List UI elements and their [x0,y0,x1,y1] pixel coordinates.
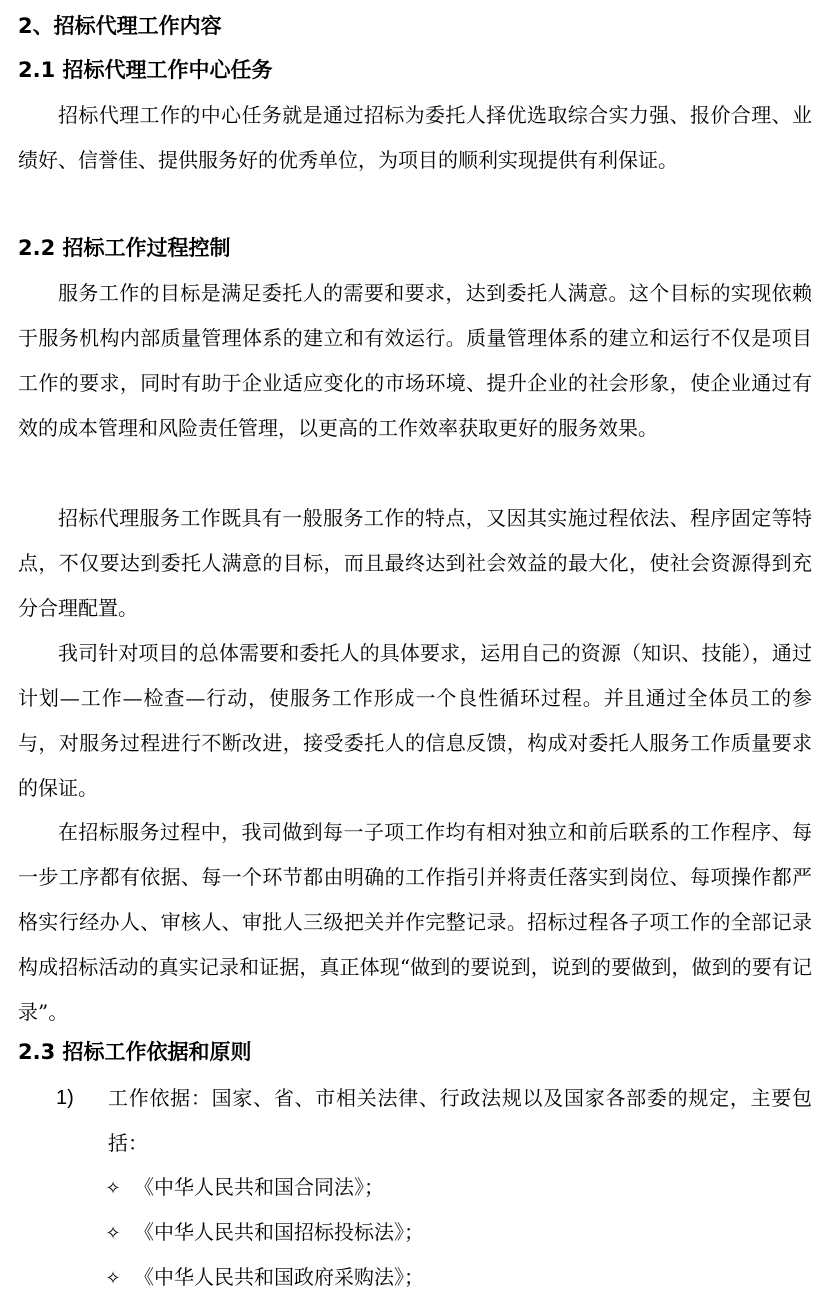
section-2-2-paragraph-3: 我司针对项目的总体需要和委托人的具体要求，运用自己的资源（知识、技能），通过计划—工作—检查—行动，使服务工作形成一个良性循环过程。并且通过全体员工的参与，对服务过程进行不断改进，接受委托人的信息反馈，构成对委托人服务工作质量要求的保证。 [18,641,812,800]
bullet-text: 《中华人民共和国招标投标法》； [134,1220,424,1244]
bullet-item [104,1255,424,1301]
main-heading: 2、招标代理工作内容 [18,14,222,38]
section-2-3-title: 2.3 招标工作依据和原则 [18,1040,252,1064]
sparkle-icon: ✧ [105,1268,121,1289]
bullet-text: 《中华人民共和国政府采购法》； [134,1265,424,1289]
list-text: 工作依据：国家、省、市相关法律、行政法规以及国家各部委的规定，主要包括： [108,1086,812,1155]
section-2-2-paragraph-4: 在招标服务过程中，我司做到每一子项工作均有相对独立和前后联系的工作程序、每一步工序都有依据、每一个环节都由明确的工作指引并将责任落实到岗位、每项操作都严格实行经办人、审核人、审批人三级把关并作完整记录。招标过程各子项工作的全部记录构成招标活动的真实记录和证据，真正体现“做到的要说到，说到的要做到，做到的要有记录”。 [18,820,812,1024]
list-number: 1) [56,1087,74,1109]
section-2-1-paragraph: 招标代理工作的中心任务就是通过招标为委托人择优选取综合实力强、报价合理、业绩好、信誉佳、提供服务好的优秀单位，为项目的顺利实现提供有利保证。 [18,103,812,172]
bullet-text: 《中华人民共和国合同法》； [134,1175,384,1199]
bullet-item [104,1210,424,1256]
section-2-1-title: 2.1 招标代理工作中心任务 [18,58,273,82]
section-2-2-paragraph-1: 服务工作的目标是满足委托人的需要和要求，达到委托人满意。这个目标的实现依赖于服务机构内部质量管理体系的建立和有效运行。质量管理体系的建立和运行不仅是项目工作的要求，同时有助于企业适应变化的市场环境、提升企业的社会形象，使企业通过有效的成本管理和风险责任管理，以更高的工作效率获取更好的服务效果。 [18,281,812,440]
sparkle-icon: ✧ [105,1223,121,1244]
section-2-2-title: 2.2 招标工作过程控制 [18,236,231,260]
sparkle-icon: ✧ [105,1178,121,1199]
section-2-2-paragraph-2: 招标代理服务工作既具有一般服务工作的特点，又因其实施过程依法、程序固定等特点，不仅要达到委托人满意的目标，而且最终达到社会效益的最大化，使社会资源得到充分合理配置。 [18,506,812,620]
bullet-item [104,1165,384,1211]
